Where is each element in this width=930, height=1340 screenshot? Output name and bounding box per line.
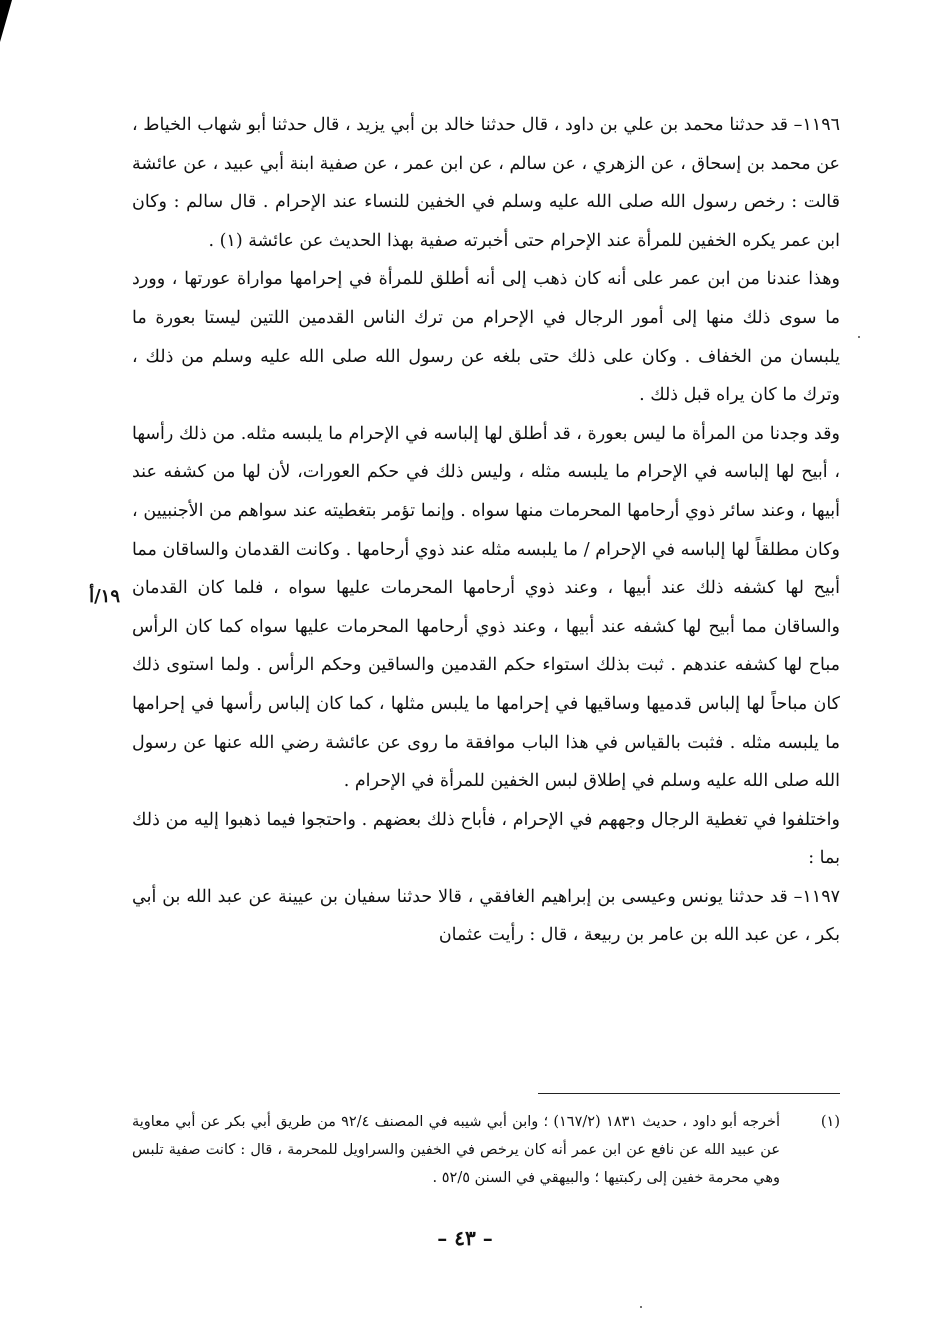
main-text <box>132 106 840 955</box>
footnote <box>132 1108 840 1192</box>
paragraph-commentary-3: واختلفوا في تغطية الرجال وجههم في الإحرام ، فأباح ذلك بعضهم . واحتجوا فيما ذهبوا إليه من ذلك بما : <box>132 809 840 869</box>
footnote-divider <box>538 1093 840 1094</box>
scan-speck <box>640 1306 642 1308</box>
paragraph-hadith-1197: ١١٩٧– قد حدثنا يونس وعيسى بن إبراهيم الغافقي ، قالا حدثنا سفيان بن عيينة عن عبد الله بن أبي بكر ، عن عبد الله بن عامر بن ربيعة ، قال : رأيت عثمان <box>132 886 840 946</box>
footnote-marker: (١) <box>820 1114 840 1130</box>
paragraph-commentary-1: وهذا عندنا من ابن عمر على أنه كان ذهب إلى أنه أطلق للمرأة في إحرامها مواراة عورتها ، وورد ما سوى ذلك منها إلى أمور الرجال في الإحرام من ترك الناس القدمين اللتين ليستا بعورة ما يلبسان من الخفاف . وكان على ذلك حتى بلغه عن رسول الله صلى الله عليه وسلم من ذلك ، وترك ما كان يراه قبل ذلك . <box>132 269 840 406</box>
footnote-text: أخرجه أبو داود ، حديث ١٨٣١ (١٦٧/٢) ؛ وابن أبي شيبه في المصنف ٩٢/٤ من طريق أبي بكر عن أبي معاوية عن عبيد الله عن نافع عن ابن عمر أنه كان يرخص في الخفين والسراويل للمحرمة ، قال : كانت صفية تلبس وهي محرمة خفين إلى ركبتيها ؛ والبيهقي في السنن ٥٢/٥ . <box>132 1114 781 1186</box>
page-number: – ٤٣ – <box>437 1226 493 1250</box>
paragraph-hadith-1196: ١١٩٦– قد حدثنا محمد بن علي بن داود ، قال حدثنا خالد بن أبي يزيد ، قال حدثنا أبو شهاب الخياط ، عن محمد بن إسحاق ، عن الزهري ، عن سالم ، عن ابن عمر ، عن صفية ابنة أبي عبيد ، عن عائشة قالت : رخص رسول الله صلى الله عليه وسلم في الخفين للنساء عند الإحرام . قال سالم : وكان ابن عمر يكره الخفين للمرأة عند الإحرام حتى أخبرته صفية بهذا الحديث عن عائشة (١) . <box>132 115 840 251</box>
manuscript-folio-note: ١٩/أ <box>89 586 120 607</box>
paragraph-commentary-2: وقد وجدنا من المرأة ما ليس بعورة ، قد أطلق لها إلباسه في الإحرام ما يلبسه مثله. من ذلك رأسها ، أبيح لها إلباسه في الإحرام ما يلبسه مثله ، وليس ذلك في حكم العورات، لأن لها من كشفه عند أبيها ، وعند سائر ذوي أرحامها المحرمات منها سواه . وإنما تؤمر بتغطيته عند سواهم من الأجنبيين ، وكان مطلقاً لها إلباسه في الإحرام / ما يلبسه مثله عند ذوي أرحامها . وكانت القدمان والساقان مما أبيح لها كشفه ذلك عند أبيها ، وعند ذوي أرحامها المحرمات عليها سواه ، فلما كان القدمان والساقان مما أبيح لها كشفه عند أبيها ، وعند ذوي أرحامها المحرمات عليها سواه كما كان الرأس مباح لها كشفه عندهم . ثبت بذلك استواء حكم القدمين والساقين وحكم الرأس . ولما استوى ذلك كان مباحاً لها إلباس قدميها وساقيها في إحرامها ما يلبس مثلها ، كما كان إلباس رأسها في إحرامها ما يلبسه مثله . فثبت بالقياس في هذا الباب موافقة ما روى عن عائشة رضي الله عنها عن رسول الله صلى الله عليه وسلم في إطلاق لبس الخفين للمرأة في الإحرام . <box>132 423 840 792</box>
scan-speck <box>858 336 860 338</box>
page-corner-mark <box>0 0 12 42</box>
